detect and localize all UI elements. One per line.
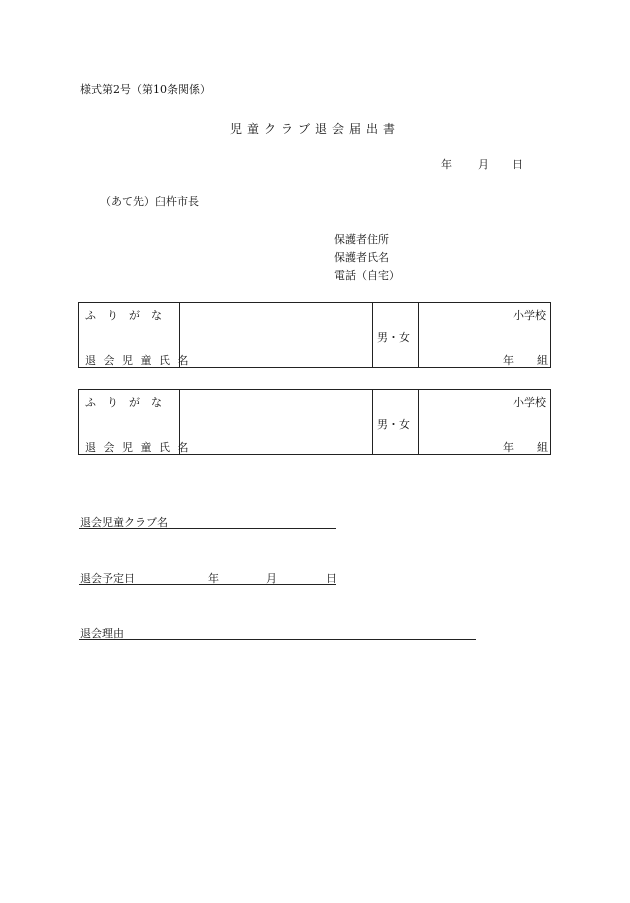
form-number: 様式第2号（第10条関係） (80, 83, 211, 96)
grade-label: 年 (503, 441, 514, 454)
school-label: 小学校 (513, 396, 546, 409)
child-name-field[interactable] (180, 392, 372, 454)
furigana-label: ふ り が な (85, 309, 162, 322)
gender-label: 男・女 (377, 331, 410, 344)
withdrawal-day-label: 日 (326, 572, 337, 585)
withdrawal-year-label: 年 (208, 572, 219, 585)
column-divider (418, 303, 419, 367)
date-day-label: 日 (512, 158, 523, 171)
reason-label: 退会理由 (80, 627, 124, 640)
child-name-field[interactable] (180, 305, 372, 367)
club-name-field[interactable] (79, 528, 336, 529)
guardian-phone-label: 電話（自宅） (334, 269, 400, 282)
page-title: 児童クラブ退会届出書 (229, 122, 400, 136)
date-year-label: 年 (441, 158, 452, 171)
gender-label: 男・女 (377, 418, 410, 431)
club-name-label: 退会児童クラブ名 (80, 516, 168, 529)
school-label: 小学校 (513, 309, 546, 322)
class-label: 組 (537, 441, 548, 454)
grade-label: 年 (503, 354, 514, 367)
guardian-name-label: 保護者氏名 (334, 251, 389, 264)
guardian-address-label: 保護者住所 (334, 233, 389, 246)
withdrawal-date-field[interactable] (79, 584, 336, 585)
withdrawal-month-label: 月 (266, 572, 277, 585)
column-divider (418, 390, 419, 454)
addressee: （あて先）臼杵市長 (100, 195, 199, 208)
reason-field[interactable] (79, 639, 476, 640)
child-table-2 (78, 389, 551, 455)
child-table-1 (78, 302, 551, 368)
date-month-label: 月 (478, 158, 489, 171)
furigana-label: ふ り が な (85, 396, 162, 409)
withdrawal-date-label: 退会予定日 (80, 572, 135, 585)
class-label: 組 (537, 354, 548, 367)
column-divider (372, 303, 373, 367)
column-divider (372, 390, 373, 454)
child-name-label: 退 会 児 童 氏 名 (85, 354, 191, 367)
child-name-label: 退 会 児 童 氏 名 (85, 441, 191, 454)
